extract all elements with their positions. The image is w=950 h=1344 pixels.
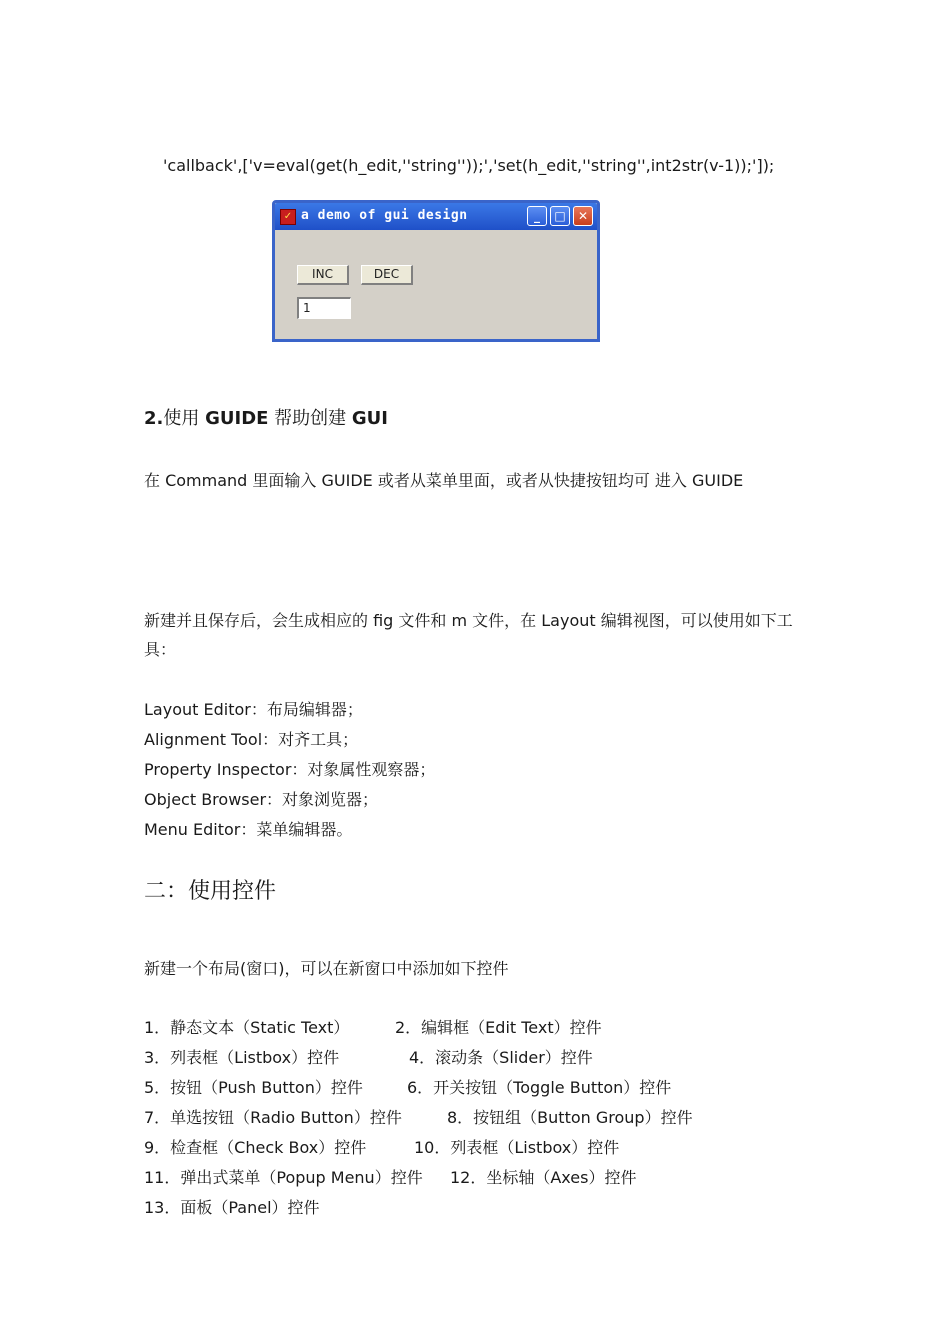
section-2-number: 2. [144, 408, 164, 429]
control-item: 1．静态文本（Static Text） [144, 1018, 350, 1037]
gui-window-title: a demo of gui design [301, 208, 468, 223]
tool-item: Property Inspector：对象属性观察器； [144, 760, 436, 779]
control-item: 8．按钮组（Button Group）控件 [447, 1108, 693, 1127]
section-controls-title: 二：使用控件 [144, 879, 277, 904]
para-command: 在 Command 里面输入 GUIDE 或者从菜单里面，或者从快捷按钮均可 进入 GUIDE [144, 471, 744, 490]
maximize-icon[interactable]: □ [550, 206, 570, 226]
tool-item: Menu Editor：菜单编辑器。 [144, 820, 353, 839]
section-2-title-part2: 帮助创建 [268, 408, 352, 429]
section-2-title-part1: 使用 [163, 408, 206, 429]
dec-button[interactable]: DEC [361, 265, 413, 285]
minimize-icon[interactable]: _ [527, 206, 547, 226]
control-item: 10．列表框（Listbox）控件 [414, 1138, 620, 1157]
control-item: 2．编辑框（Edit Text）控件 [395, 1018, 602, 1037]
close-icon[interactable]: ✕ [573, 206, 593, 226]
control-item: 7．单选按钮（Radio Button）控件 [144, 1108, 402, 1127]
section-2-title-guide: GUIDE [205, 408, 269, 429]
para-new-file: 新建并且保存后，会生成相应的 fig 文件和 m 文件，在 Layout 编辑视图，可以使用如下工具： [144, 611, 793, 659]
control-item: 9．检查框（Check Box）控件 [144, 1138, 367, 1157]
gui-titlebar [275, 203, 597, 230]
control-item: 6．开关按钮（Toggle Button）控件 [407, 1078, 672, 1097]
control-item: 13．面板（Panel）控件 [144, 1198, 320, 1217]
control-item: 11．弹出式菜单（Popup Menu）控件 [144, 1168, 423, 1187]
control-item: 4．滚动条（Slider）控件 [409, 1048, 593, 1067]
tool-item: Alignment Tool：对齐工具； [144, 730, 359, 749]
edit-text-field[interactable]: 1 [297, 297, 351, 319]
control-item: 5．按钮（Push Button）控件 [144, 1078, 363, 1097]
matlab-app-icon: ✓ [280, 209, 296, 225]
tool-item: Layout Editor：布局编辑器； [144, 700, 363, 719]
section-2-title-gui: GUI [351, 408, 388, 429]
para-controls: 新建一个布局(窗口)，可以在新窗口中添加如下控件 [144, 959, 509, 978]
control-item: 12．坐标轴（Axes）控件 [450, 1168, 637, 1187]
section-2-heading [144, 404, 388, 430]
tool-item: Object Browser：对象浏览器； [144, 790, 379, 809]
code-line: 'callback',['v=eval(get(h_edit,''string''));','set(h_edit,''string'',int2str(v-1));']); [163, 156, 775, 175]
gui-demo-window [272, 200, 600, 342]
inc-button[interactable]: INC [297, 265, 349, 285]
control-item: 3．列表框（Listbox）控件 [144, 1048, 340, 1067]
